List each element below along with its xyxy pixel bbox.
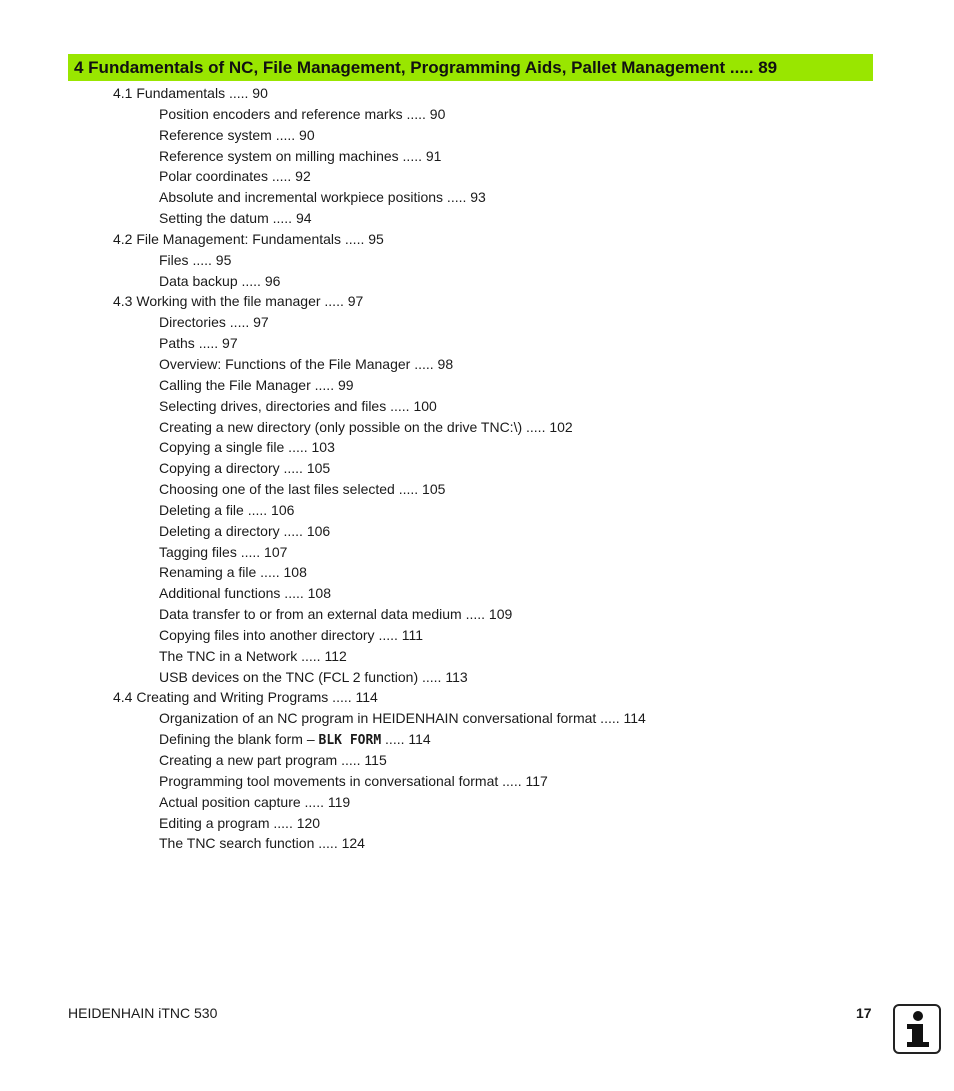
toc-subsection[interactable] bbox=[0, 187, 954, 208]
toc-section[interactable] bbox=[0, 291, 954, 312]
toc-subsection[interactable] bbox=[0, 792, 954, 813]
toc-subsection[interactable] bbox=[0, 250, 954, 271]
toc-entry-text: Selecting drives, directories and files ..... 100 bbox=[159, 397, 437, 414]
toc-entry-text: Data transfer to or from an external data medium ..... 109 bbox=[159, 606, 513, 623]
toc-entry-text: Programming tool movements in conversational format ..... 117 bbox=[159, 772, 548, 789]
toc-section[interactable] bbox=[0, 229, 954, 250]
toc-entry-text: Defining the blank form – bbox=[159, 731, 319, 748]
toc-entry-text: Absolute and incremental workpiece positions ..... 93 bbox=[159, 189, 486, 206]
chapter-heading: 4 Fundamentals of NC, File Management, Programming Aids, Pallet Management ..... 89 bbox=[68, 54, 873, 81]
toc-entry-code: BLK FORM bbox=[318, 733, 382, 749]
toc-subsection[interactable] bbox=[0, 479, 954, 500]
toc-entry-text: Data backup ..... 96 bbox=[159, 272, 281, 289]
toc-entry-page: ..... 114 bbox=[381, 731, 431, 748]
toc-subsection[interactable] bbox=[0, 667, 954, 688]
toc-entry-text: 4.2 File Management: Fundamentals ..... 95 bbox=[113, 230, 384, 247]
toc-entry-text: Creating a new part program ..... 115 bbox=[159, 752, 387, 768]
toc-entry-text: Position encoders and reference marks ..... 90 bbox=[159, 105, 446, 122]
toc-entry-text: Copying a single file ..... 103 bbox=[159, 439, 335, 456]
toc-subsection[interactable] bbox=[0, 708, 954, 729]
toc-subsection[interactable] bbox=[0, 437, 954, 458]
toc-entry-text: The TNC search function ..... 124 bbox=[159, 835, 365, 852]
table-of-contents bbox=[0, 83, 954, 854]
toc-entry-text: 4.1 Fundamentals ..... 90 bbox=[113, 85, 268, 101]
toc-subsection[interactable] bbox=[0, 646, 954, 667]
toc-entry-text: The TNC in a Network ..... 112 bbox=[159, 647, 347, 664]
toc-subsection[interactable] bbox=[0, 125, 954, 146]
toc-entry-text: Setting the datum ..... 94 bbox=[159, 210, 312, 227]
toc-entry-text: Editing a program ..... 120 bbox=[159, 814, 321, 831]
toc-subsection[interactable] bbox=[0, 146, 954, 167]
toc-entry-text: Organization of an NC program in HEIDENHAIN conversational format ..... 114 bbox=[159, 710, 646, 727]
toc-entry-text: Additional functions ..... 108 bbox=[159, 585, 331, 602]
toc-entry-text: Deleting a directory ..... 106 bbox=[159, 522, 331, 539]
toc-entry-text: Copying files into another directory ..... 111 bbox=[159, 626, 424, 643]
toc-entry-text: Paths ..... 97 bbox=[159, 335, 238, 352]
toc-subsection[interactable] bbox=[0, 521, 954, 542]
toc-entry-text: Renaming a file ..... 108 bbox=[159, 564, 307, 581]
page-number: 17 bbox=[856, 1005, 872, 1021]
toc-subsection[interactable] bbox=[0, 375, 954, 396]
toc-entry-text: Copying a directory ..... 105 bbox=[159, 460, 331, 477]
toc-subsection[interactable] bbox=[0, 542, 954, 563]
toc-entry-text: Creating a new directory (only possible on the drive TNC:\) ..... 102 bbox=[159, 418, 573, 435]
toc-subsection[interactable] bbox=[0, 813, 954, 834]
toc-subsection[interactable] bbox=[0, 312, 954, 333]
toc-entry-text: Actual position capture ..... 119 bbox=[159, 793, 351, 810]
toc-subsection[interactable] bbox=[0, 833, 954, 854]
toc-subsection[interactable] bbox=[0, 583, 954, 604]
info-glyph bbox=[895, 1006, 939, 1052]
toc-subsection[interactable] bbox=[0, 562, 954, 583]
toc-subsection[interactable] bbox=[0, 396, 954, 417]
toc-subsection[interactable] bbox=[0, 750, 954, 771]
toc-entry-text: USB devices on the TNC (FCL 2 function) ..... 113 bbox=[159, 668, 468, 685]
toc-entry-text: Reference system ..... 90 bbox=[159, 126, 315, 143]
footer-title: HEIDENHAIN iTNC 530 bbox=[68, 1005, 218, 1021]
toc-subsection[interactable] bbox=[0, 458, 954, 479]
toc-entry-text: Reference system on milling machines ..... 91 bbox=[159, 147, 442, 164]
toc-entry-text: Files ..... 95 bbox=[159, 251, 232, 268]
info-icon bbox=[893, 1004, 941, 1054]
toc-subsection[interactable] bbox=[0, 604, 954, 625]
toc-entry-text: Polar coordinates ..... 92 bbox=[159, 168, 311, 185]
toc-subsection[interactable] bbox=[0, 771, 954, 792]
toc-subsection[interactable] bbox=[0, 500, 954, 521]
toc-entry-text: Overview: Functions of the File Manager ..... 98 bbox=[159, 355, 454, 372]
toc-entry-text: 4.4 Creating and Writing Programs ..... 114 bbox=[113, 689, 378, 706]
toc-subsection[interactable] bbox=[0, 208, 954, 229]
toc-subsection[interactable] bbox=[0, 354, 954, 375]
toc-entry-text: 4.3 Working with the file manager ..... 97 bbox=[113, 293, 364, 310]
toc-subsection[interactable] bbox=[0, 333, 954, 354]
toc-subsection[interactable] bbox=[0, 271, 954, 292]
toc-entry-text: Calling the File Manager ..... 99 bbox=[159, 376, 354, 393]
toc-entry-text: Tagging files ..... 107 bbox=[159, 543, 288, 560]
toc-entry-text: Deleting a file ..... 106 bbox=[159, 501, 295, 518]
toc-section[interactable] bbox=[0, 687, 954, 708]
toc-subsection[interactable] bbox=[0, 104, 954, 125]
toc-entry-text: Directories ..... 97 bbox=[159, 314, 269, 331]
toc-subsection[interactable] bbox=[0, 166, 954, 187]
toc-subsection[interactable] bbox=[0, 417, 954, 438]
toc-entry-text: Choosing one of the last files selected ..... 105 bbox=[159, 481, 446, 498]
toc-subsection[interactable] bbox=[0, 729, 954, 750]
toc-section[interactable] bbox=[0, 83, 954, 104]
toc-subsection[interactable] bbox=[0, 625, 954, 646]
